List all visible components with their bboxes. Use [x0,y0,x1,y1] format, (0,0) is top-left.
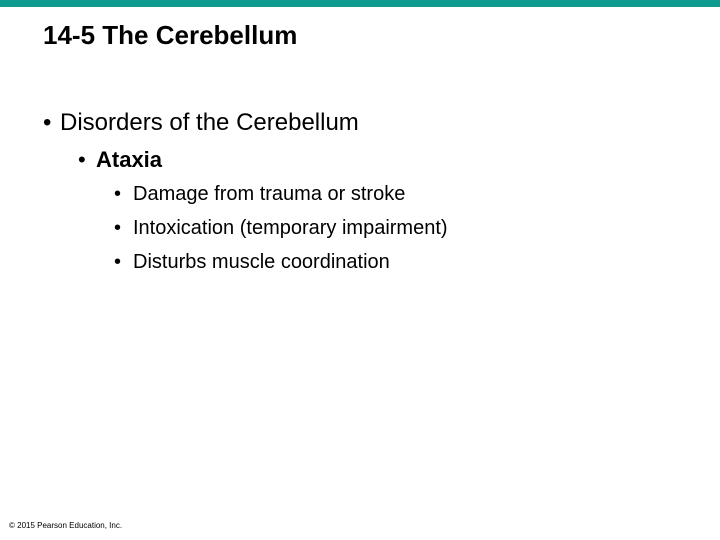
bullet-level-3 [114,215,448,241]
bullet-level-3 [114,249,390,275]
bullet-text: Damage from trauma or stroke [133,183,406,205]
copyright-footer: © 2015 Pearson Education, Inc. [9,521,123,530]
bullet-level-2 [78,145,162,175]
bullet-glyph: • [114,217,122,239]
bullet-text: Disorders of the Cerebellum [60,109,359,136]
bullet-glyph: • [43,109,52,136]
bullet-glyph: • [114,183,122,205]
bullet-level-3 [114,181,405,207]
bullet-text: Intoxication (temporary impairment) [133,217,448,239]
bullet-text: Disturbs muscle coordination [133,251,390,273]
slide-title: 14-5 The Cerebellum [43,20,298,50]
bullet-glyph: • [78,147,86,172]
accent-top-bar [0,0,720,7]
bullet-glyph: • [114,251,122,273]
bullet-level-1 [43,107,359,139]
bullet-text: Ataxia [96,147,163,172]
